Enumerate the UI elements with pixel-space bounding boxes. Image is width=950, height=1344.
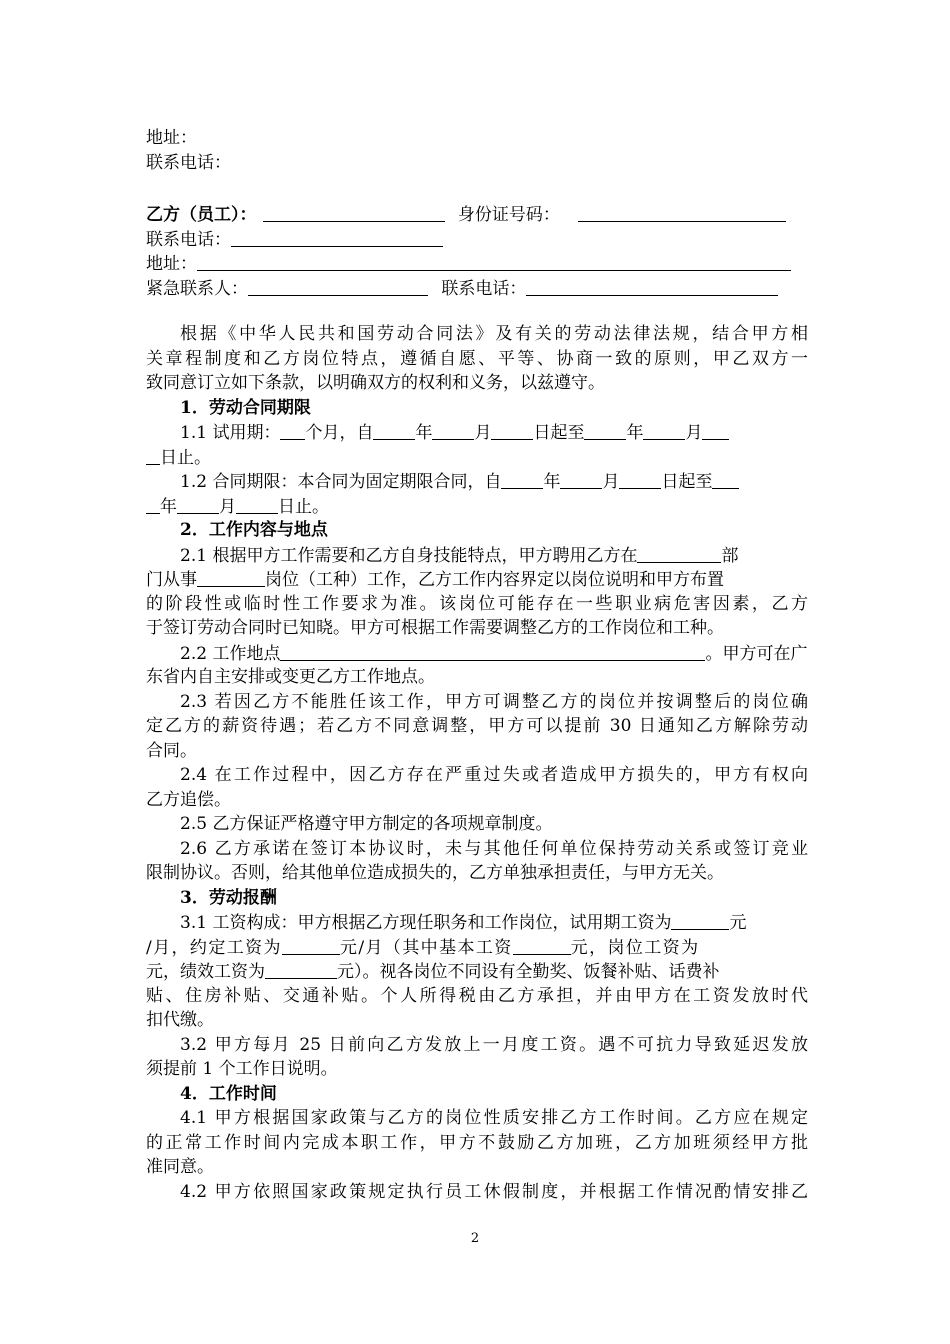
blank[interactable] [146, 447, 160, 465]
clause-1-2-cont [146, 494, 808, 519]
department-blank[interactable] [637, 545, 721, 563]
clause-2-2-cont: 东省内自主安排或变更乙方工作地点。 [146, 667, 435, 687]
clause-text: 年 [160, 496, 177, 517]
clause-text: 年 [543, 472, 561, 492]
party-b-address-line [146, 251, 808, 276]
clause-text: 2.1 根据甲方工作需要和乙方自身技能特点，甲方聘用乙方在 [180, 545, 638, 566]
intro-line: 根据《中华人民共和国劳动合同法》及有关的劳动法律法规，结合甲方相 [180, 324, 808, 344]
blank[interactable] [432, 422, 474, 440]
clause-3-1-cont: 贴、住房补贴、交通补贴。个人所得税由乙方承担，并由甲方在工资发放时代 [146, 985, 808, 1006]
clause-text: 元 [729, 913, 747, 933]
party-b-title: 乙方（员工）： [146, 205, 257, 225]
emergency-phone-label: 联系电话： [441, 278, 527, 299]
phone-label: 联系电话： [146, 152, 231, 173]
clause-text: 2.2 工作地点 [180, 643, 281, 664]
agreed-wage-blank[interactable] [282, 937, 340, 955]
clause-text: 年 [415, 423, 433, 443]
emergency-phone-blank[interactable] [526, 278, 778, 296]
performance-wage-blank[interactable] [265, 961, 337, 979]
clause-text: 门从事 [146, 570, 197, 590]
clause-2-3-cont: 合同。 [146, 740, 197, 761]
clause-text: 月 [602, 472, 620, 492]
blank[interactable] [236, 496, 278, 514]
blank[interactable] [491, 422, 533, 440]
emergency-line [146, 276, 808, 301]
party-a-contact [146, 126, 808, 175]
clause-text: 元，绩效工资为 [146, 962, 265, 982]
blank[interactable] [373, 422, 415, 440]
clause-text: 元/月（其中基本工资 [339, 937, 513, 958]
clause-2-6-cont: 限制协议。否则，给其他单位造成损失的，乙方单独承担责任，与甲方无关。 [146, 863, 724, 883]
position-blank[interactable] [197, 569, 265, 587]
clause-text: 1.2 合同期限：本合同为固定期限合同，自 [180, 472, 502, 492]
clause-2-5: 2.5 乙方保证严格遵守甲方制定的各项规章制度。 [180, 814, 553, 834]
party-b-phone-label: 联系电话： [146, 229, 231, 250]
probation-wage-blank[interactable] [671, 912, 729, 930]
section-4-heading: 4．工作时间 [180, 1083, 277, 1104]
clause-text: 日起至 [533, 423, 585, 443]
clause-text: 个月，自 [305, 423, 374, 443]
blank[interactable] [177, 496, 219, 514]
id-label: 身份证号码： [457, 205, 560, 225]
base-wage-blank[interactable] [513, 937, 571, 955]
blank[interactable] [619, 471, 661, 489]
address-label: 地址： [146, 128, 197, 148]
clause-2-4: 2.4 在工作过程中，因乙方存在严重过失或者造成甲方损失的，甲方有权向 [180, 765, 808, 785]
blank[interactable] [501, 471, 543, 489]
party-b-block [146, 202, 808, 300]
phone-blank[interactable] [231, 229, 443, 247]
clause-text: 年 [626, 423, 644, 443]
clause-text: 月 [474, 423, 492, 443]
clause-3-1-cont [146, 935, 808, 960]
blank[interactable] [702, 422, 729, 440]
clause-text: 日止。 [278, 496, 329, 517]
contract-body [146, 322, 808, 1204]
clause-4-1: 4.1 甲方根据国家政策与乙方的岗位性质安排乙方工作时间。乙方应在规定 [180, 1108, 808, 1128]
page-number: 2 [470, 1231, 480, 1246]
clause-1-1 [146, 420, 808, 445]
clause-2-3: 2.3 若因乙方不能胜任该工作，甲方可调整乙方的岗位并按调整后的岗位确 [180, 691, 808, 712]
blank[interactable] [643, 422, 685, 440]
clause-3-1 [146, 910, 808, 935]
party-b-address-label: 地址： [146, 254, 197, 274]
clause-2-1-cont: 的阶段性或临时性工作要求为准。该岗位可能存在一些职业病危害因素，乙方 [146, 593, 808, 614]
clause-text: 岗位（工种）工作，乙方工作内容界定以岗位说明和甲方布置 [265, 570, 724, 590]
clause-3-1-cont: 扣代缴。 [146, 1010, 214, 1030]
clause-text: 元，岗位工资为 [570, 937, 700, 958]
party-b-phone-line [146, 227, 808, 252]
section-1-heading: 1．劳动合同期限 [180, 397, 311, 418]
workplace-blank[interactable] [280, 643, 705, 661]
clause-4-1-cont: 准同意。 [146, 1157, 214, 1177]
id-blank[interactable] [578, 204, 786, 222]
clause-1-1-cont [146, 445, 808, 470]
clause-text: 日止。 [160, 447, 211, 468]
blank[interactable] [560, 471, 602, 489]
blank[interactable] [146, 496, 160, 514]
clause-2-1 [146, 543, 808, 568]
clause-text: 月 [685, 423, 703, 443]
blank[interactable] [712, 471, 739, 489]
clause-1-2 [146, 469, 808, 494]
clause-4-1-cont: 的正常工作时间内完成本职工作，甲方不鼓励乙方加班，乙方加班须经甲方批 [146, 1132, 808, 1153]
intro-line: 致同意订立如下条款，以明确双方的权利和义务，以兹遵守。 [146, 373, 605, 393]
party-b-line [146, 202, 808, 227]
clause-text: 3.1 工资构成：甲方根据乙方现任职务和工作岗位，试用期工资为 [180, 913, 672, 933]
blank[interactable] [584, 422, 626, 440]
clause-2-1-cont [146, 567, 808, 592]
intro-line: 关章程制度和乙方岗位特点，遵循自愿、平等、协商一致的原则，甲乙双方一 [146, 348, 808, 369]
section-3-heading: 3．劳动报酬 [180, 887, 277, 908]
name-blank[interactable] [263, 204, 445, 222]
clause-text: 元）。视各岗位不同设有全勤奖、饭餐补贴、话费补 [337, 962, 720, 982]
clause-text: 日起至 [661, 472, 713, 492]
clause-text: 。甲方可在广 [705, 643, 808, 664]
clause-2-4-cont: 乙方追偿。 [146, 789, 231, 810]
blank[interactable] [280, 422, 305, 440]
clause-3-2-cont: 须提前 1 个工作日说明。 [146, 1059, 338, 1079]
clause-2-6: 2.6 乙方承诺在签订本协议时，未与其他任何单位保持劳动关系或签订竞业 [180, 838, 808, 859]
clause-4-2: 4.2 甲方依照国家政策规定执行员工休假制度，并根据工作情况酌情安排乙 [180, 1181, 808, 1202]
emergency-label: 紧急联系人： [146, 278, 248, 299]
clause-2-1-cont: 于签订劳动合同时已知晓。甲方可根据工作需要调整乙方的工作岗位和工种。 [146, 618, 724, 638]
clause-text: 月 [219, 496, 236, 517]
section-2-heading: 2．工作内容与地点 [180, 520, 328, 540]
clause-2-2 [146, 641, 808, 666]
clause-2-3-cont: 定乙方的薪资待遇；若乙方不同意调整，甲方可以提前 30 日通知乙方解除劳动 [146, 716, 808, 736]
clause-text: 1.1 试用期： [180, 423, 281, 443]
clause-3-2: 3.2 甲方每月 25 日前向乙方发放上一月度工资。遇不可抗力导致延迟发放 [180, 1034, 808, 1055]
clause-text: /月，约定工资为 [146, 937, 282, 958]
clause-text: 部 [721, 545, 739, 566]
address-blank[interactable] [197, 253, 791, 271]
emergency-contact-blank[interactable] [248, 278, 428, 296]
clause-3-1-cont [146, 959, 808, 984]
